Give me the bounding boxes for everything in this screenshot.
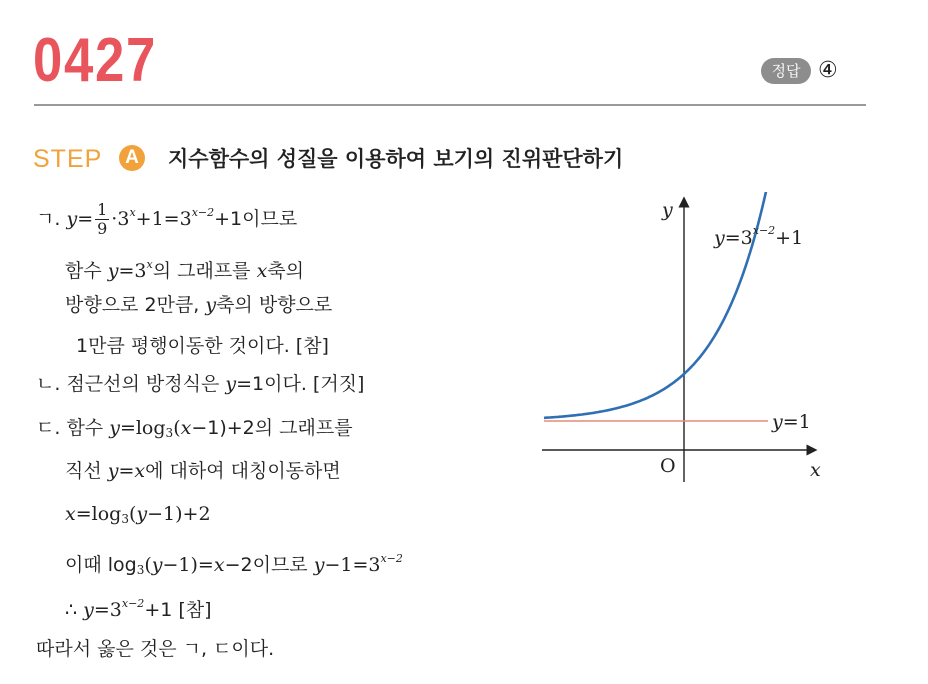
exponent: x−2	[121, 597, 145, 610]
math-x: x	[256, 260, 268, 282]
exponential-curve	[544, 192, 770, 418]
math-text: (	[144, 554, 152, 576]
text: =1이다. [거짓]	[236, 373, 365, 395]
solution-line-c5	[65, 589, 212, 625]
curve-label-tail: +1	[775, 227, 804, 249]
exponent: x−2	[380, 552, 403, 565]
text: +1 [참]	[144, 599, 212, 621]
solution-line-a2	[65, 250, 304, 286]
math-x: x	[213, 554, 225, 576]
text: 점근선의 방정식은	[66, 373, 226, 395]
text: 의 그래프를	[152, 260, 257, 282]
curve-label-base: =3	[724, 227, 753, 249]
math-text: ·3	[111, 208, 130, 230]
math-y: y	[107, 460, 119, 482]
text: −2이므로	[224, 554, 314, 576]
asymptote-label-value: =1	[782, 411, 811, 433]
math-y: y	[151, 554, 163, 576]
y-axis-label: y	[662, 199, 673, 221]
curve-label	[713, 224, 803, 249]
math-text: −1)+2	[147, 503, 211, 525]
answer-badge: 정답	[761, 58, 811, 84]
solution-line-c4	[65, 544, 403, 585]
math-y: y	[313, 554, 325, 576]
conclusion: 따라서 옳은 것은 ㄱ, ㄷ이다.	[36, 638, 275, 660]
math-text: (	[173, 417, 181, 439]
bullet-b: ㄴ.	[36, 373, 61, 395]
text: 함수	[65, 260, 108, 282]
math-x: x	[65, 503, 76, 525]
math-text: +1이므로	[214, 208, 298, 230]
math-y: y	[107, 260, 119, 282]
text: 1만큼 평행이동한 것이다. [참]	[76, 335, 329, 357]
solution-line-c2	[65, 456, 341, 486]
solution-line-c1	[36, 413, 353, 448]
math-text: =3	[93, 599, 122, 621]
step-label: STEP	[33, 145, 103, 173]
math-y: y	[83, 599, 94, 621]
curve-label-exponent: x−2	[752, 224, 776, 237]
answer-value: ④	[818, 58, 838, 83]
math-text: =	[118, 460, 135, 482]
fraction-one-ninth	[95, 201, 109, 238]
text: 방향으로 2만큼,	[65, 294, 206, 316]
therefore-symbol: ∴	[65, 599, 84, 621]
math-x: x	[180, 417, 192, 439]
bullet-c: ㄷ.	[36, 417, 61, 439]
text: 에 대하여 대칭이동하면	[145, 460, 341, 482]
math-text: =3	[118, 260, 147, 282]
subscript: 3	[165, 426, 174, 440]
header-divider	[34, 104, 866, 106]
text: 축의 방향으로	[216, 294, 333, 316]
math-text: =log	[119, 417, 166, 439]
solution-line-a1	[36, 198, 297, 238]
math-text: −1)=	[162, 554, 214, 576]
solution-line-a3	[65, 290, 332, 320]
math-text: =	[77, 208, 94, 230]
x-axis-label: x	[810, 459, 821, 481]
math-text: =log	[75, 503, 122, 525]
fraction-denominator: 9	[97, 219, 108, 238]
math-text: −1=3	[324, 554, 381, 576]
asymptote-label	[771, 411, 811, 433]
exponent: x−2	[191, 206, 215, 219]
math-y: y	[205, 294, 217, 316]
problem-number: 0427	[33, 26, 158, 95]
math-y: y	[225, 373, 237, 395]
math-y: y	[66, 208, 78, 230]
text: −1)+2의 그래프를	[191, 417, 353, 439]
step-title: 지수함수의 성질을 이용하여 보기의 진위판단하기	[168, 147, 624, 171]
curve-label-y: y	[714, 227, 725, 249]
solution-line-a4	[76, 331, 329, 361]
exponent: x	[146, 258, 153, 271]
text: 함수	[66, 417, 110, 439]
exponential-graph	[536, 192, 836, 492]
text: 축의	[267, 260, 305, 282]
math-y: y	[136, 503, 148, 525]
math-x: x	[134, 460, 146, 482]
text: 직선	[65, 460, 108, 482]
solution-line-c3	[65, 499, 211, 534]
step-badge-icon: A	[119, 145, 145, 171]
math-text: +1=3	[135, 208, 192, 230]
bullet-a: ㄱ.	[36, 208, 61, 230]
math-text: (	[128, 503, 137, 525]
subscript: 3	[136, 563, 145, 577]
origin-label: O	[660, 455, 676, 477]
text: 이때 log	[65, 554, 137, 576]
exponent: x	[129, 206, 136, 219]
math-y: y	[109, 417, 120, 439]
asymptote-label-y: y	[772, 411, 783, 433]
subscript: 3	[121, 512, 129, 526]
fraction-numerator: 1	[97, 200, 108, 219]
solution-line-b1	[36, 369, 364, 399]
